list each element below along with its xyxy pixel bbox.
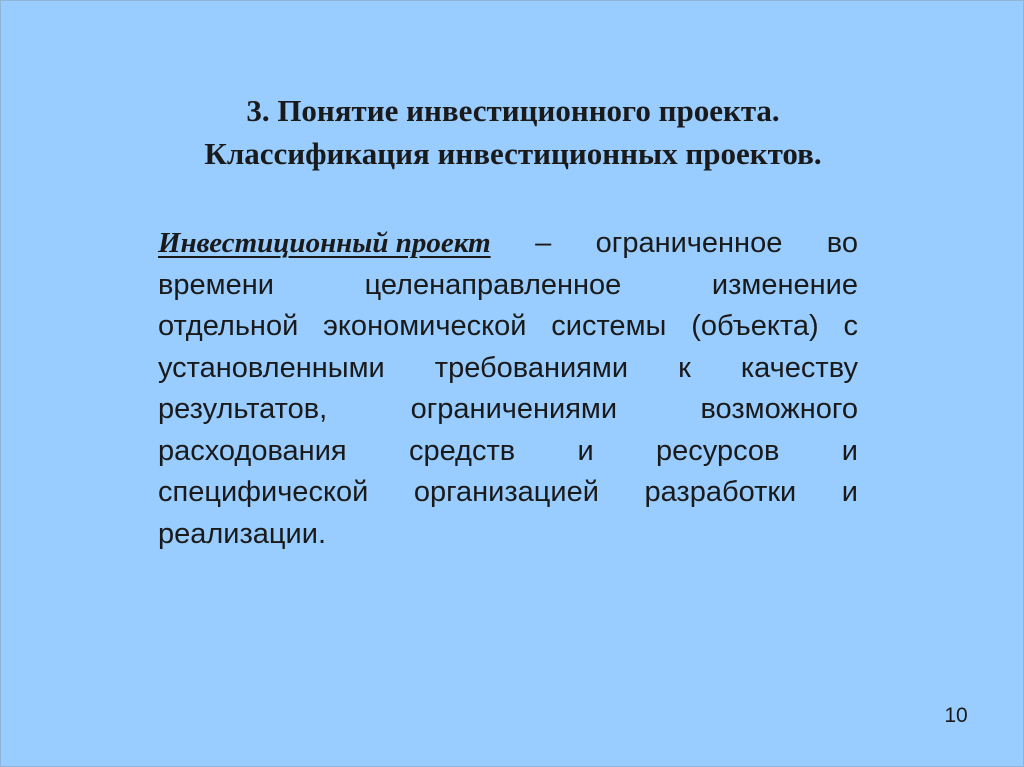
paragraph-word: во xyxy=(826,227,858,259)
title-line-1: 3. Понятие инвестиционного проекта. xyxy=(246,93,780,128)
paragraph-word: реализации. xyxy=(158,517,326,550)
paragraph-line xyxy=(158,306,858,348)
paragraph-word: и xyxy=(841,434,858,467)
paragraph-word: и xyxy=(577,434,594,467)
title-line-2: Классификация инвестиционных проектов. xyxy=(204,136,822,171)
paragraph-word: ограниченное xyxy=(595,227,783,259)
justified-lines xyxy=(158,265,858,514)
paragraph-word: ресурсов xyxy=(656,434,780,467)
paragraph-word: (объекта) xyxy=(691,310,819,342)
defined-term: Инвестиционный проект xyxy=(158,227,491,259)
paragraph-word: целенаправленное xyxy=(364,268,622,301)
paragraph-word: к xyxy=(678,351,691,384)
paragraph-word: с xyxy=(843,310,858,342)
paragraph-word: требованиями xyxy=(434,351,629,384)
paragraph-line xyxy=(158,389,858,431)
page-number: 10 xyxy=(944,704,968,727)
paragraph-word: установленными xyxy=(158,351,385,384)
paragraph-line xyxy=(158,265,858,307)
paragraph-word: качеству xyxy=(740,351,858,384)
paragraph-word: возможного xyxy=(700,393,858,425)
paragraph-line xyxy=(158,514,858,556)
paragraph-word: – xyxy=(535,227,552,259)
paragraph-word: времени xyxy=(158,268,274,301)
paragraph-word: отдельной xyxy=(158,310,299,342)
paragraph-word: изменение xyxy=(711,268,858,301)
paragraph-word: системы xyxy=(551,310,667,342)
paragraph-line xyxy=(158,348,858,390)
paragraph-word: расходования xyxy=(158,434,347,467)
paragraph-word: ограничениями xyxy=(410,393,618,425)
paragraph-word: результатов, xyxy=(158,393,328,425)
paragraph-word: специфической xyxy=(158,476,369,508)
paragraph-word: средств xyxy=(408,434,516,467)
paragraph-word: экономической xyxy=(323,310,527,342)
slide-title xyxy=(121,89,905,175)
paragraph-word: и xyxy=(841,476,858,508)
paragraph-line xyxy=(158,431,858,473)
paragraph-line xyxy=(158,472,858,514)
paragraph-line xyxy=(158,223,858,265)
definition-paragraph xyxy=(158,223,858,555)
paragraph-word: организацией xyxy=(413,476,599,508)
paragraph-word: разработки xyxy=(644,476,797,508)
